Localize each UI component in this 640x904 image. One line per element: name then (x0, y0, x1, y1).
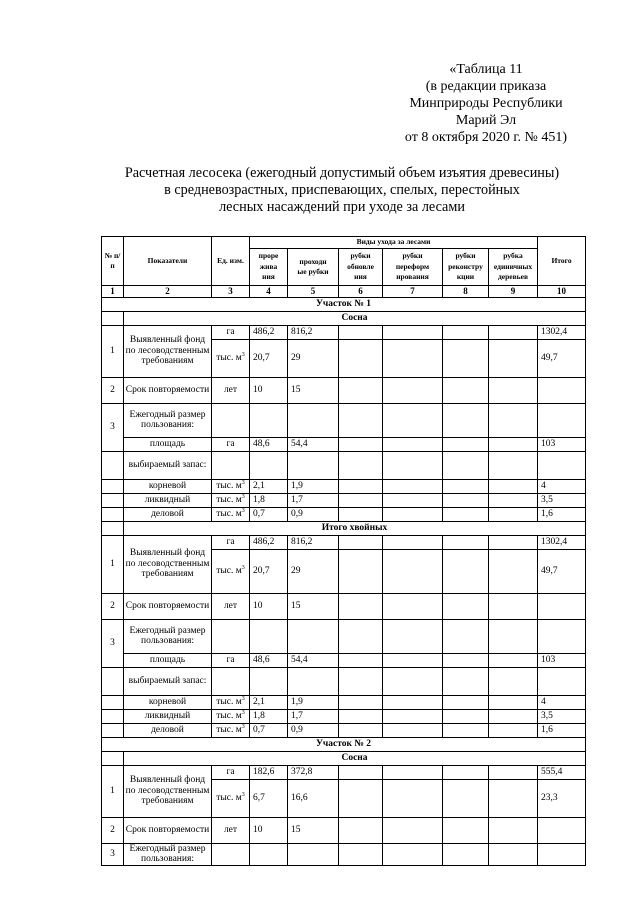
value-cell (383, 653, 443, 667)
column-number: 10 (538, 286, 586, 298)
indicator-label: Срок повторяемости (124, 817, 212, 843)
unit-superscript: 3 (241, 507, 245, 514)
value-cell (443, 549, 489, 593)
value-cell: 486,2 (250, 535, 288, 549)
value-cell (443, 779, 489, 817)
total-cell: 103 (538, 437, 586, 451)
note-line: Марий Эл (455, 113, 517, 128)
table-row (102, 403, 586, 437)
value-cell (250, 667, 288, 695)
unit-superscript: 3 (241, 723, 245, 730)
value-cell (443, 403, 489, 437)
value-cell (339, 653, 383, 667)
row-number: 2 (102, 377, 124, 403)
value-cell (383, 507, 443, 521)
total-cell (538, 817, 586, 843)
group-row (102, 311, 586, 325)
indicator-label: площадь (124, 653, 212, 667)
value-cell: 16,6 (288, 779, 339, 817)
table-row (102, 667, 586, 695)
table-row (102, 507, 586, 521)
table-row (102, 493, 586, 507)
indicator-label: деловой (124, 507, 212, 521)
row-number: 3 (102, 403, 124, 451)
table-row (102, 325, 586, 339)
value-cell (383, 593, 443, 619)
value-cell (443, 437, 489, 451)
table-row (102, 593, 586, 619)
total-cell (538, 619, 586, 653)
total-cell: 3,5 (538, 709, 586, 723)
value-cell (443, 479, 489, 493)
value-cell: 0,9 (288, 723, 339, 737)
indicator-label: выбираемый запас: (124, 451, 212, 479)
table-row (102, 479, 586, 493)
value-cell (383, 843, 443, 865)
value-cell (489, 507, 538, 521)
total-cell: 1,6 (538, 723, 586, 737)
value-cell (489, 667, 538, 695)
value-cell (383, 667, 443, 695)
value-cell (339, 451, 383, 479)
value-cell (339, 535, 383, 549)
value-cell (443, 653, 489, 667)
value-cell (383, 779, 443, 817)
value-cell (288, 843, 339, 865)
indicator-label: Срок повторяемости (124, 593, 212, 619)
indicator-label: корневой (124, 695, 212, 709)
value-cell: 29 (288, 549, 339, 593)
value-cell (443, 451, 489, 479)
unit-cell: тыс. $м^3$ (212, 507, 250, 521)
value-cell (443, 709, 489, 723)
row-number: 2 (102, 817, 124, 843)
value-cell (250, 619, 288, 653)
header-care-types: Виды ухода за лесами (250, 237, 538, 249)
value-cell (339, 695, 383, 709)
value-cell (443, 507, 489, 521)
unit-superscript: 3 (241, 709, 245, 716)
value-cell (443, 619, 489, 653)
total-cell: 4 (538, 479, 586, 493)
empty-cell (102, 695, 124, 709)
value-cell (489, 653, 538, 667)
value-cell (339, 549, 383, 593)
indicator-label: Срок повторяемости (124, 377, 212, 403)
header-care-type: проходн ые рубки (288, 249, 339, 286)
value-cell (288, 619, 339, 653)
group-title: Сосна (124, 751, 586, 765)
table-header-row (102, 237, 586, 249)
value-cell (383, 619, 443, 653)
value-cell (383, 437, 443, 451)
unit-superscript: 3 (241, 791, 245, 798)
value-cell (383, 339, 443, 377)
unit-cell: тыс. $м^3$ (212, 709, 250, 723)
value-cell: 1,7 (288, 709, 339, 723)
unit-cell: га (212, 653, 250, 667)
value-cell (443, 765, 489, 779)
row-number: 1 (102, 535, 124, 593)
header-care-type: проре жива ния (250, 249, 288, 286)
forest-cutting-table (101, 236, 586, 866)
header-care-type: рубка единичных деревьев (489, 249, 538, 286)
unit-cell: тыс. $м^3$ (212, 493, 250, 507)
value-cell (489, 479, 538, 493)
value-cell: 15 (288, 593, 339, 619)
column-number: 9 (489, 286, 538, 298)
column-number-row (102, 286, 586, 298)
table-reference-note (380, 61, 592, 146)
group-row (102, 751, 586, 765)
value-cell: 816,2 (288, 325, 339, 339)
value-cell (383, 377, 443, 403)
total-cell: 103 (538, 653, 586, 667)
value-cell (489, 451, 538, 479)
value-cell (339, 325, 383, 339)
table-row (102, 535, 586, 549)
empty-cell (102, 723, 124, 737)
header-num: № п/п (102, 237, 124, 286)
empty-cell (102, 493, 124, 507)
value-cell: 0,7 (250, 723, 288, 737)
unit-cell: тыс. $м^3$ (212, 339, 250, 377)
value-cell: 2,1 (250, 479, 288, 493)
value-cell (443, 843, 489, 865)
total-cell (538, 377, 586, 403)
value-cell (339, 493, 383, 507)
value-cell (339, 377, 383, 403)
value-cell (288, 451, 339, 479)
value-cell (339, 437, 383, 451)
value-cell: 372,8 (288, 765, 339, 779)
group-title: Итого хвойных (124, 521, 586, 535)
total-cell: 1,6 (538, 507, 586, 521)
value-cell (489, 695, 538, 709)
value-cell: 15 (288, 377, 339, 403)
unit-cell: лет (212, 817, 250, 843)
group-title: Сосна (124, 311, 586, 325)
empty-cell (102, 709, 124, 723)
value-cell: 48,6 (250, 437, 288, 451)
group-row (102, 521, 586, 535)
section-title: Участок № 1 (102, 297, 586, 311)
value-cell (489, 619, 538, 653)
column-number: 4 (250, 286, 288, 298)
column-number: 8 (443, 286, 489, 298)
value-cell: 1,8 (250, 709, 288, 723)
row-number: 1 (102, 325, 124, 377)
value-cell (250, 451, 288, 479)
value-cell (489, 843, 538, 865)
value-cell: 182,6 (250, 765, 288, 779)
value-cell (250, 403, 288, 437)
value-cell: 10 (250, 377, 288, 403)
value-cell (339, 723, 383, 737)
table-row (102, 695, 586, 709)
value-cell (489, 377, 538, 403)
total-cell: 49,7 (538, 339, 586, 377)
row-number: 2 (102, 593, 124, 619)
unit-superscript: 3 (241, 564, 245, 571)
value-cell: 2,1 (250, 695, 288, 709)
value-cell (383, 817, 443, 843)
note-line: Минприроды Республики (409, 96, 563, 111)
indicator-label: Выявленный фонд по лесоводственным требованиям (124, 535, 212, 593)
value-cell (339, 843, 383, 865)
table-row (102, 843, 586, 865)
total-cell (538, 843, 586, 865)
value-cell (443, 535, 489, 549)
value-cell (339, 765, 383, 779)
table-row (102, 653, 586, 667)
value-cell (383, 549, 443, 593)
indicator-label: ликвидный (124, 709, 212, 723)
total-cell (538, 403, 586, 437)
unit-cell: га (212, 535, 250, 549)
value-cell (489, 325, 538, 339)
value-cell (339, 339, 383, 377)
value-cell: 0,9 (288, 507, 339, 521)
column-number: 5 (288, 286, 339, 298)
header-unit: Ед. изм. (212, 237, 250, 286)
empty-cell (102, 451, 124, 479)
title-line: Расчетная лесосека (ежегодный допустимый объем изъятия древесины) (124, 165, 560, 181)
indicator-label: Ежегодный размер пользования: (124, 619, 212, 653)
value-cell: 10 (250, 817, 288, 843)
total-cell (538, 593, 586, 619)
value-cell (383, 479, 443, 493)
row-number: 3 (102, 619, 124, 667)
unit-cell (212, 667, 250, 695)
column-number: 6 (339, 286, 383, 298)
empty-cell (102, 311, 124, 325)
value-cell (489, 765, 538, 779)
value-cell (489, 535, 538, 549)
note-line: «Таблица 11 (449, 62, 523, 77)
table-row (102, 723, 586, 737)
header-indicator: Показатели (124, 237, 212, 286)
value-cell: 1,7 (288, 493, 339, 507)
value-cell (339, 507, 383, 521)
value-cell (383, 709, 443, 723)
title-line: в средневозрастных, приспевающих, спелых, перестойных (164, 182, 520, 198)
unit-cell (212, 619, 250, 653)
value-cell (383, 535, 443, 549)
value-cell (383, 403, 443, 437)
value-cell (443, 723, 489, 737)
unit-cell: тыс. $м^3$ (212, 479, 250, 493)
section-title: Участок № 2 (102, 737, 586, 751)
total-cell: 1302,4 (538, 325, 586, 339)
value-cell (489, 817, 538, 843)
total-cell: 3,5 (538, 493, 586, 507)
value-cell (383, 451, 443, 479)
indicator-label: ликвидный (124, 493, 212, 507)
row-number: 3 (102, 843, 124, 865)
value-cell (339, 619, 383, 653)
empty-cell (102, 751, 124, 765)
header-care-type: рубки реконстру кции (443, 249, 489, 286)
header-care-type: рубки переформ ирования (383, 249, 443, 286)
value-cell: 20,7 (250, 549, 288, 593)
value-cell: 29 (288, 339, 339, 377)
unit-cell (212, 403, 250, 437)
value-cell: 48,6 (250, 653, 288, 667)
unit-cell (212, 451, 250, 479)
value-cell (443, 377, 489, 403)
value-cell (339, 779, 383, 817)
header-care-type: рубки обновле ния (339, 249, 383, 286)
value-cell (489, 437, 538, 451)
unit-cell: лет (212, 377, 250, 403)
value-cell (489, 403, 538, 437)
row-number: 1 (102, 765, 124, 817)
unit-cell: лет (212, 593, 250, 619)
unit-superscript: 3 (241, 479, 245, 486)
value-cell: 10 (250, 593, 288, 619)
empty-cell (102, 507, 124, 521)
value-cell (489, 493, 538, 507)
unit-cell (212, 843, 250, 865)
value-cell (383, 695, 443, 709)
document-title (90, 165, 594, 216)
unit-cell: га (212, 437, 250, 451)
value-cell: 54,4 (288, 437, 339, 451)
column-number: 1 (102, 286, 124, 298)
section-row (102, 297, 586, 311)
value-cell: 6,7 (250, 779, 288, 817)
unit-cell: га (212, 765, 250, 779)
unit-cell: тыс. $м^3$ (212, 549, 250, 593)
value-cell (339, 593, 383, 619)
table-row (102, 451, 586, 479)
value-cell: 486,2 (250, 325, 288, 339)
value-cell: 1,8 (250, 493, 288, 507)
indicator-label: площадь (124, 437, 212, 451)
unit-cell: тыс. $м^3$ (212, 723, 250, 737)
value-cell (443, 667, 489, 695)
unit-superscript: 3 (241, 695, 245, 702)
indicator-label: Ежегодный размер пользования: (124, 403, 212, 437)
value-cell (339, 403, 383, 437)
total-cell: 23,3 (538, 779, 586, 817)
value-cell (339, 479, 383, 493)
indicator-label: Выявленный фонд по лесоводственным требованиям (124, 325, 212, 377)
value-cell (443, 493, 489, 507)
section-row (102, 737, 586, 751)
value-cell: 54,4 (288, 653, 339, 667)
value-cell (383, 765, 443, 779)
note-line: (в редакции приказа (425, 79, 547, 94)
indicator-label: Выявленный фонд по лесоводственным требованиям (124, 765, 212, 817)
value-cell: 816,2 (288, 535, 339, 549)
value-cell (443, 339, 489, 377)
total-cell: 1302,4 (538, 535, 586, 549)
value-cell (443, 593, 489, 619)
value-cell: 15 (288, 817, 339, 843)
unit-superscript: 3 (241, 351, 245, 358)
unit-superscript: 3 (241, 493, 245, 500)
table-row (102, 377, 586, 403)
empty-cell (102, 521, 124, 535)
column-number: 3 (212, 286, 250, 298)
value-cell (489, 593, 538, 619)
value-cell: 1,9 (288, 695, 339, 709)
value-cell: 0,7 (250, 507, 288, 521)
indicator-label: корневой (124, 479, 212, 493)
value-cell (339, 817, 383, 843)
empty-cell (102, 479, 124, 493)
table-row (102, 709, 586, 723)
value-cell (489, 709, 538, 723)
value-cell (383, 325, 443, 339)
value-cell (443, 325, 489, 339)
indicator-label: деловой (124, 723, 212, 737)
total-cell: 49,7 (538, 549, 586, 593)
indicator-label: Ежегодный размер пользования: (124, 843, 212, 865)
value-cell (489, 339, 538, 377)
value-cell (288, 403, 339, 437)
indicator-label: выбираемый запас: (124, 667, 212, 695)
column-number: 2 (124, 286, 212, 298)
note-line: от 8 октября 2020 г. № 451) (404, 130, 568, 145)
header-total: Итого (538, 237, 586, 286)
unit-cell: тыс. $м^3$ (212, 695, 250, 709)
value-cell (443, 695, 489, 709)
value-cell: 20,7 (250, 339, 288, 377)
value-cell (443, 817, 489, 843)
total-cell: 4 (538, 695, 586, 709)
table-row (102, 817, 586, 843)
unit-cell: тыс. $м^3$ (212, 779, 250, 817)
value-cell (489, 549, 538, 593)
total-cell (538, 451, 586, 479)
column-number: 7 (383, 286, 443, 298)
value-cell: 1,9 (288, 479, 339, 493)
value-cell (339, 709, 383, 723)
value-cell (288, 667, 339, 695)
empty-cell (102, 667, 124, 695)
value-cell (250, 843, 288, 865)
value-cell (383, 493, 443, 507)
table-row (102, 437, 586, 451)
value-cell (339, 667, 383, 695)
total-cell (538, 667, 586, 695)
value-cell (489, 779, 538, 817)
title-line: лесных насаждений при уходе за лесами (219, 199, 465, 215)
value-cell (489, 723, 538, 737)
table-row (102, 765, 586, 779)
value-cell (383, 723, 443, 737)
table-row (102, 619, 586, 653)
total-cell: 555,4 (538, 765, 586, 779)
unit-cell: га (212, 325, 250, 339)
